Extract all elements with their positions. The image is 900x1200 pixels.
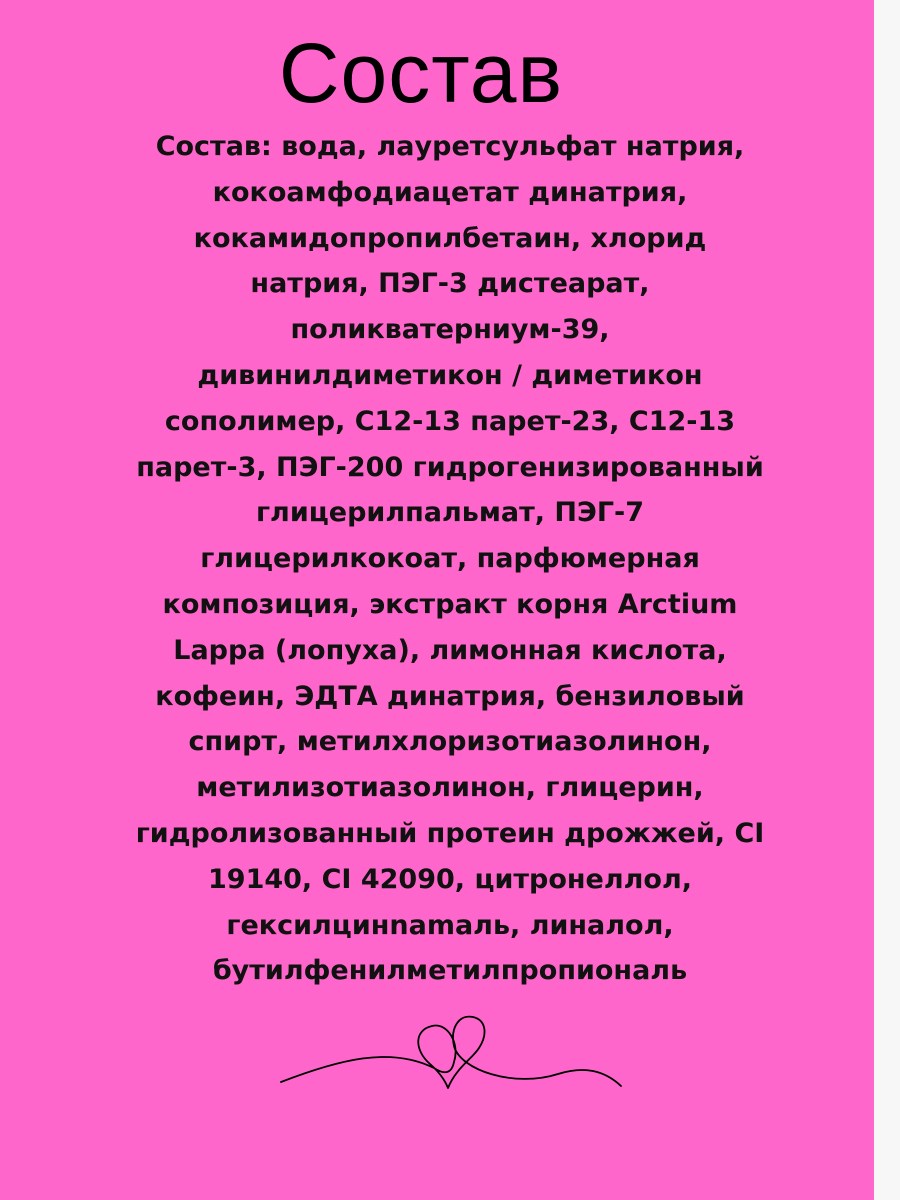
ingredients-line: сополимер, С12-13 парет-23, С12-13: [164, 405, 736, 437]
heart-flourish-icon: [278, 1004, 624, 1092]
ingredients-line: гексилцинnamаль, линалол,: [226, 909, 674, 941]
ingredients-line: парет-3, ПЭГ-200 гидрогенизированный: [136, 451, 764, 483]
ingredients-line: глицерилкокоат, парфюмерная: [200, 543, 700, 575]
ingredients-text: [60, 124, 840, 994]
ingredients-line: Lappa (лопуха), лимонная кислота,: [173, 634, 727, 666]
ingredients-line: 19140, CI 42090, цитронеллол,: [208, 863, 692, 895]
ingredients-line: гидролизованный протеин дрожжей, CI: [135, 817, 765, 849]
ingredients-line: дивинилдиметикон / диметикон: [197, 359, 703, 391]
ingredients-line: поликватерниум-39,: [290, 314, 610, 346]
ingredients-line: натрия, ПЭГ-3 дистеарат,: [250, 268, 650, 300]
ingredients-line: Состав: вода, лауретсульфат натрия,: [155, 131, 745, 162]
ingredients-line: спирт, метилхлоризотиазолинон,: [188, 726, 712, 758]
ingredients-line: бутилфенилметилпропиональ: [212, 955, 688, 987]
ingredients-line: кокоамфодиацетат динатрия,: [212, 176, 688, 208]
page-title: Состав: [278, 26, 564, 120]
ingredients-line: метилизотиазолинон, глицерин,: [196, 772, 704, 804]
ingredients-line: глицерилпальмат, ПЭГ-7: [255, 497, 645, 529]
ingredients-line: кокамидопропилбетаин, хлорид: [193, 222, 707, 254]
ingredients-line: композиция, экстракт корня Arctium: [162, 588, 738, 620]
ingredients-line: кофеин, ЭДТА динатрия, бензиловый: [155, 680, 745, 712]
